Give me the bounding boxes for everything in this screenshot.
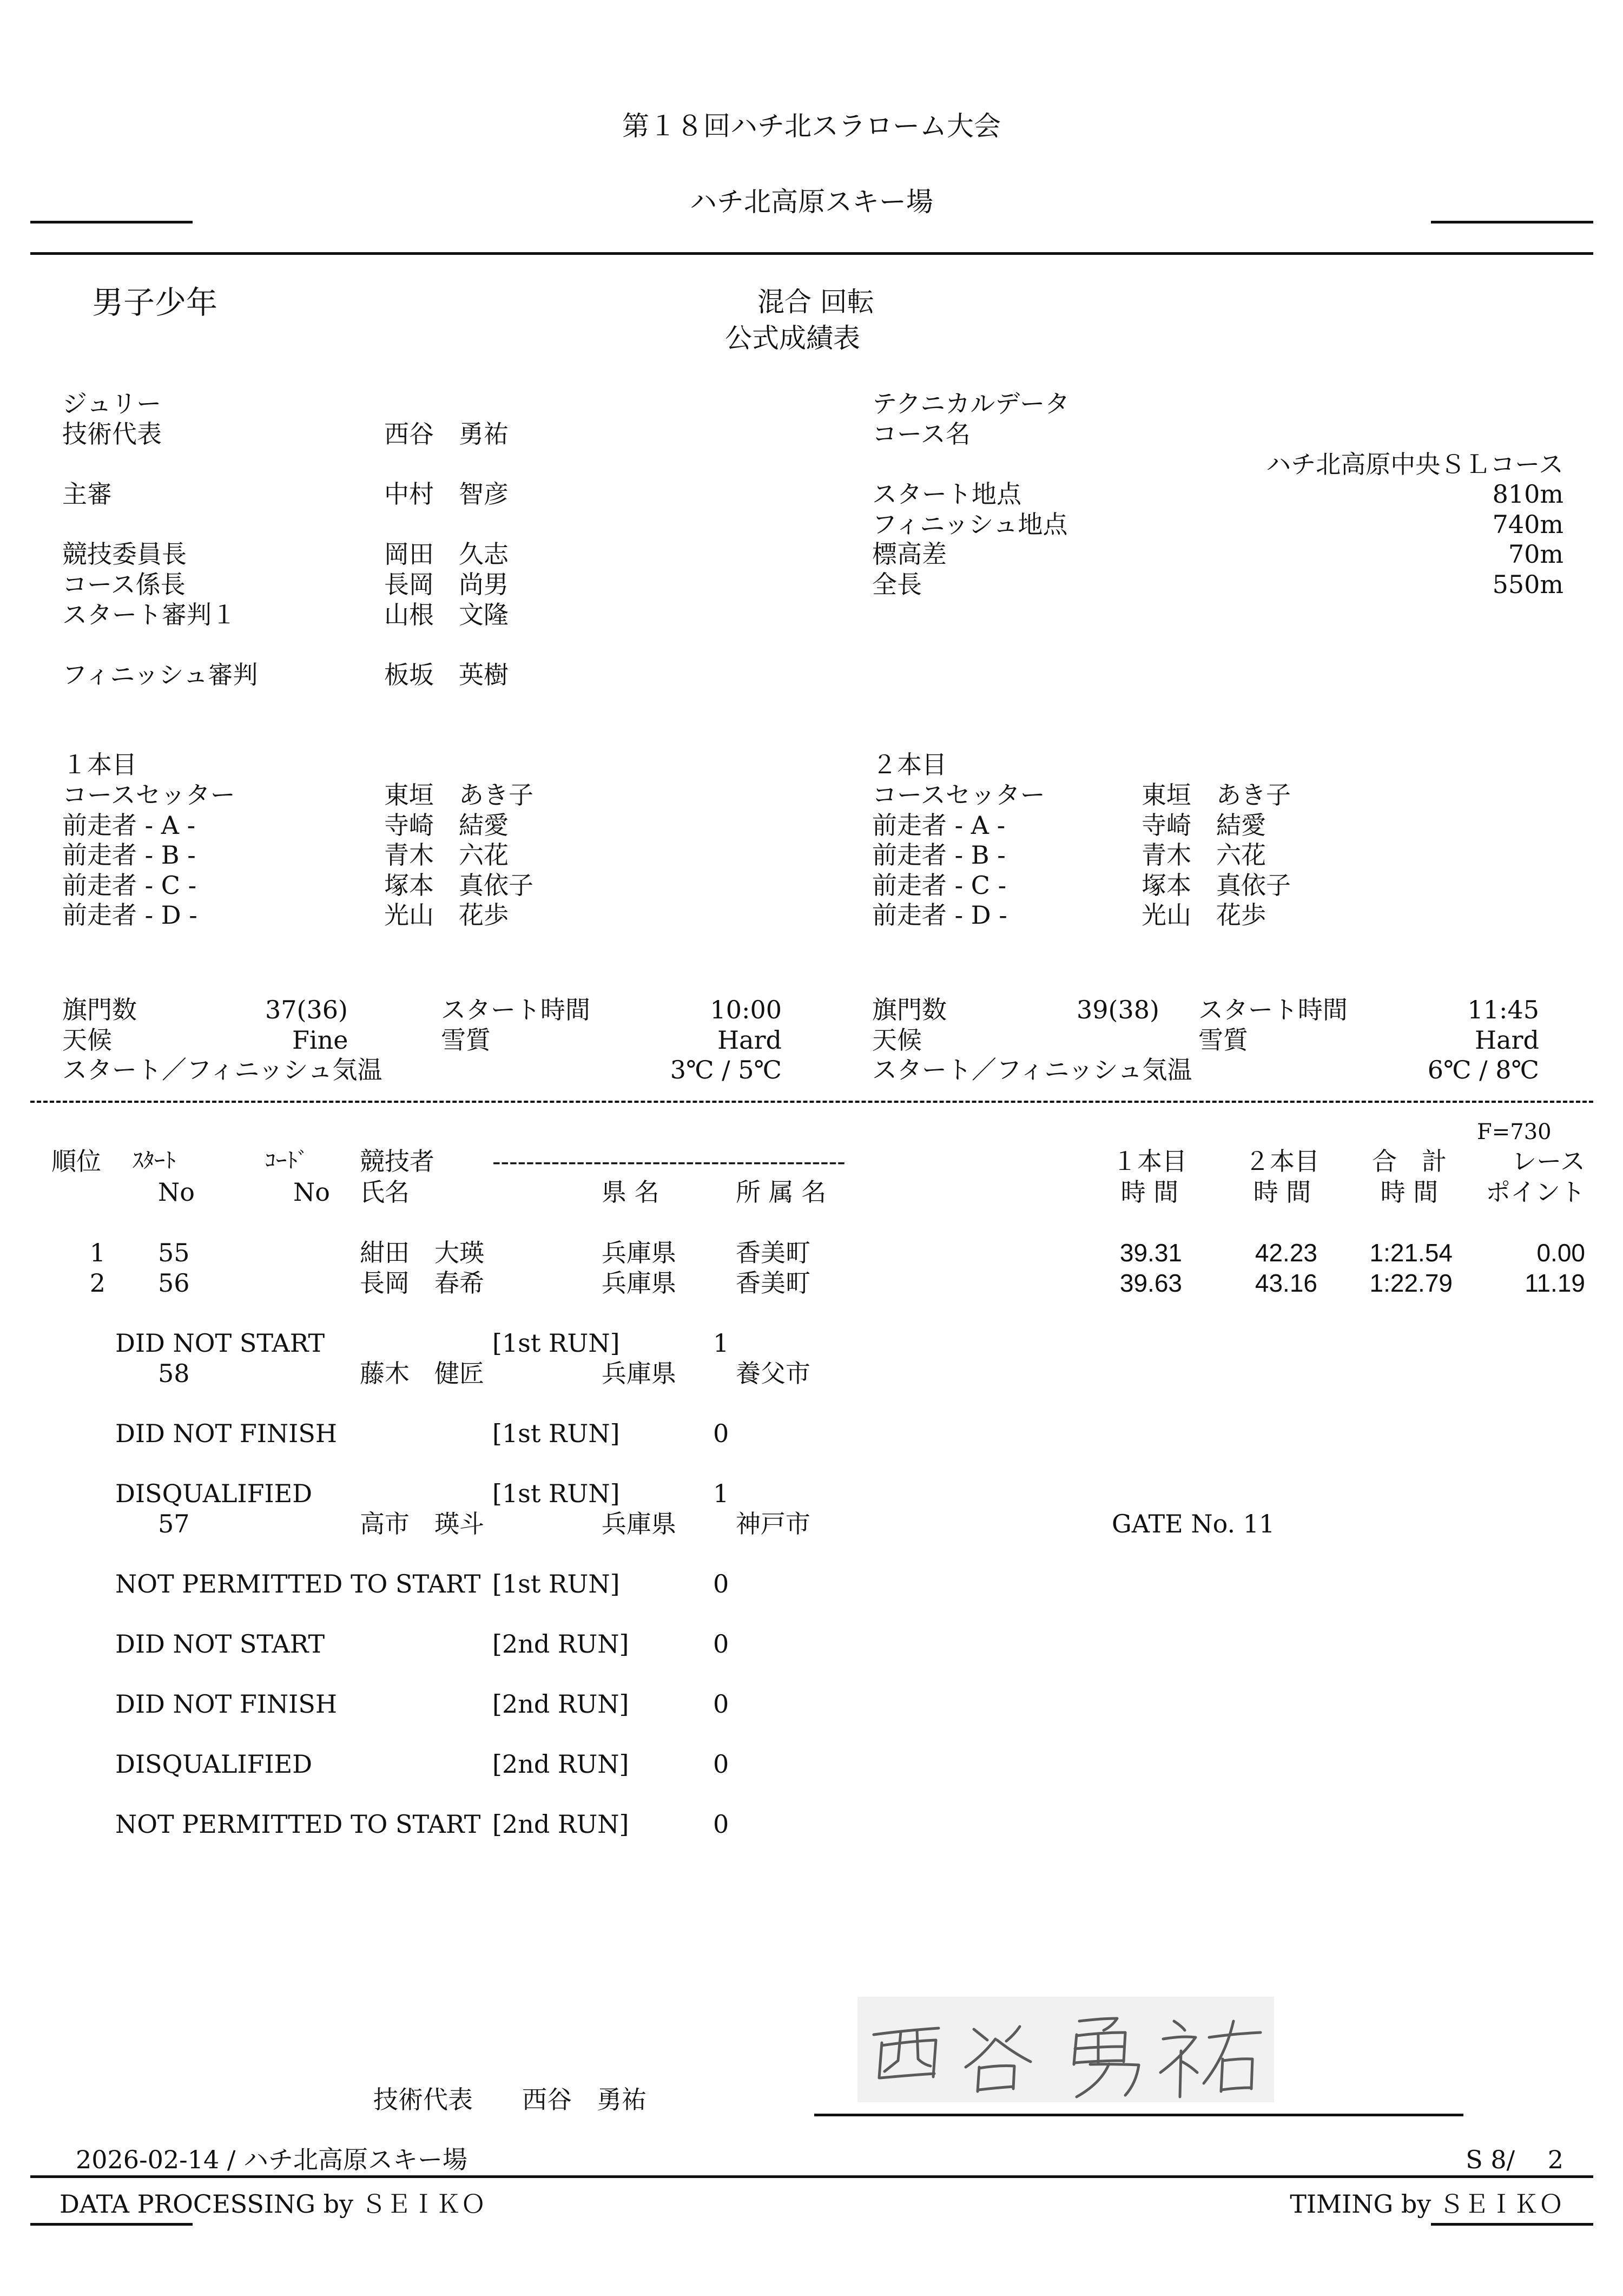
weather-label: 天候 <box>62 1025 112 1055</box>
run-role: 前走者 - D - <box>872 900 1007 930</box>
name-cell: 高市 瑛斗 <box>360 1509 484 1538</box>
data-processing-credit: DATA PROCESSING by ＳＥＩＫＯ <box>60 2189 486 2219</box>
signature-role: 技術代表 <box>373 2085 473 2114</box>
status-count: 0 <box>713 1749 729 1779</box>
points-header: ポイント <box>1486 1177 1585 1207</box>
run-name: 青木 六花 <box>1142 840 1266 870</box>
jury-role: 競技委員長 <box>62 540 187 569</box>
jury-role: フィニッシュ審判 <box>62 660 258 689</box>
run-name: 塚本 真依子 <box>1142 871 1291 900</box>
run2-time-cell: 42.23 <box>1255 1239 1317 1267</box>
gates-label: 旗門数 <box>62 995 137 1024</box>
status-run: [1st RUN] <box>492 1569 620 1598</box>
club-cell: 香美町 <box>736 1268 810 1298</box>
race-header: レース <box>1512 1147 1585 1176</box>
status-label: DISQUALIFIED <box>115 1749 313 1779</box>
jury-role: コース係長 <box>62 570 186 599</box>
run-role: 前走者 - A - <box>872 811 1006 840</box>
technical-heading: テクニカルデータ <box>872 389 1070 418</box>
name-cell: 紺田 大瑛 <box>360 1238 484 1267</box>
run2-header: ２本目 <box>1245 1147 1319 1176</box>
run-name: 青木 六花 <box>384 840 509 870</box>
run-name: 光山 花歩 <box>1142 900 1266 930</box>
total-time-cell: 1:21.54 <box>1369 1239 1453 1267</box>
run-heading: ２本目 <box>872 750 947 779</box>
status-count: 1 <box>713 1479 729 1508</box>
run-name: 塚本 真依子 <box>384 871 533 900</box>
status-run: [2nd RUN] <box>492 1629 629 1659</box>
run-heading: １本目 <box>62 750 137 779</box>
jury-role: スタート審判１ <box>62 600 236 629</box>
venue-title: ハチ北高原スキー場 <box>690 186 933 218</box>
bib-cell: 56 <box>158 1268 190 1298</box>
name-cell: 長岡 春希 <box>360 1268 484 1298</box>
total-header: 合 計 <box>1372 1147 1447 1176</box>
jury-heading: ジュリー <box>62 389 162 418</box>
rank-header: 順位 <box>51 1147 101 1176</box>
weather-label: 天候 <box>872 1025 922 1055</box>
run-role: コースセッター <box>62 780 235 810</box>
technical-label: 標高差 <box>872 540 947 569</box>
dsq-note: GATE No. 11 <box>1112 1509 1275 1538</box>
run-role: 前走者 - C - <box>62 871 197 900</box>
category-label: 男子少年 <box>92 284 218 321</box>
run-name: 寺崎 結愛 <box>1142 811 1266 840</box>
pref-cell: 兵庫県 <box>602 1359 676 1388</box>
jury-name: 中村 智彦 <box>384 479 509 509</box>
f-value: F=730 <box>1477 1120 1552 1144</box>
jury-name: 板坂 英樹 <box>384 660 509 689</box>
status-count: 0 <box>713 1810 729 1839</box>
temp-label: スタート／フィニッシュ気温 <box>62 1055 382 1084</box>
start-time-value: 10:00 <box>710 995 782 1024</box>
technical-label: フィニッシュ地点 <box>872 510 1068 539</box>
page-number: S 8/ 2 <box>1466 2145 1563 2174</box>
code-header: ｺｰﾄﾞ <box>265 1148 308 1173</box>
technical-value: 70m <box>1508 540 1563 569</box>
signature-name: 西谷 勇祐 <box>522 2085 646 2114</box>
run-role: 前走者 - B - <box>872 840 1006 870</box>
jury-name: 長岡 尚男 <box>384 570 509 599</box>
run-role: 前走者 - C - <box>872 871 1007 900</box>
technical-value: 740m <box>1492 510 1563 539</box>
event-title: 第１８回ハチ北スラローム大会 <box>622 110 1001 142</box>
status-run: [2nd RUN] <box>492 1689 629 1719</box>
club-cell: 香美町 <box>736 1238 810 1267</box>
status-count: 0 <box>713 1689 729 1719</box>
header-rule-full <box>30 252 1593 255</box>
points-cell: 11.19 <box>1525 1269 1585 1297</box>
gates-value: 39(38) <box>1077 995 1159 1024</box>
footer-rule-left <box>30 2223 193 2226</box>
pref-header: 県 名 <box>602 1177 659 1207</box>
temp-value: 6℃ / 8℃ <box>1427 1055 1539 1084</box>
status-label: DID NOT FINISH <box>115 1689 337 1719</box>
run-name: 寺崎 結愛 <box>384 811 509 840</box>
status-label: DID NOT START <box>115 1328 325 1358</box>
name-cell: 藤木 健匠 <box>360 1359 484 1388</box>
club-header: 所 属 名 <box>736 1177 827 1207</box>
handwritten-signature <box>857 1997 1274 2102</box>
status-count: 0 <box>713 1419 729 1448</box>
status-count: 1 <box>713 1328 729 1358</box>
status-run: [2nd RUN] <box>492 1749 629 1779</box>
status-label: NOT PERMITTED TO START <box>115 1569 481 1598</box>
run-name: 光山 花歩 <box>384 900 509 930</box>
snow-label: 雪質 <box>441 1025 491 1055</box>
status-label: DISQUALIFIED <box>115 1479 313 1508</box>
signature-line <box>814 2114 1463 2116</box>
jury-name: 西谷 勇祐 <box>384 419 509 449</box>
snow-value: Hard <box>717 1025 782 1055</box>
jury-name: 岡田 久志 <box>384 540 509 569</box>
pref-cell: 兵庫県 <box>602 1268 676 1298</box>
run-name: 東垣 あき子 <box>1142 780 1291 810</box>
footer-rule-full <box>30 2175 1593 2178</box>
course-name: ハチ北高原中央ＳＬコース <box>1266 450 1563 479</box>
gates-value: 37(36) <box>265 995 348 1024</box>
discipline-label: 混合 回転 <box>757 286 874 318</box>
rank-cell: 2 <box>89 1268 105 1298</box>
bib-cell: 55 <box>158 1238 190 1267</box>
status-run: [1st RUN] <box>492 1328 620 1358</box>
timing-credit: TIMING by ＳＥＩＫＯ <box>1290 2189 1563 2219</box>
snow-label: 雪質 <box>1198 1025 1248 1055</box>
rank-cell: 1 <box>89 1238 105 1267</box>
run2-time-cell: 43.16 <box>1255 1269 1317 1297</box>
run1-header: １本目 <box>1112 1147 1187 1176</box>
bib-cell: 58 <box>158 1359 190 1388</box>
points-cell: 0.00 <box>1536 1239 1585 1267</box>
status-run: [1st RUN] <box>492 1419 620 1448</box>
status-count: 0 <box>713 1629 729 1659</box>
run-role: 前走者 - D - <box>62 900 197 930</box>
name-header: 氏名 <box>360 1177 410 1207</box>
section-divider <box>30 1101 1593 1103</box>
run2-time-header: 時 間 <box>1253 1177 1311 1207</box>
gates-label: 旗門数 <box>872 995 947 1024</box>
course-label: コース名 <box>872 419 971 449</box>
run-role: コースセッター <box>872 780 1045 810</box>
run1-time-cell: 39.63 <box>1119 1269 1182 1297</box>
status-label: DID NOT FINISH <box>115 1419 337 1448</box>
status-label: DID NOT START <box>115 1629 325 1659</box>
bib-cell: 57 <box>158 1509 190 1538</box>
start-no-header: No <box>158 1177 195 1207</box>
code-no-header: No <box>293 1177 330 1207</box>
technical-label: 全長 <box>872 570 922 599</box>
header-dashes: ------------------------------------------ <box>492 1147 846 1176</box>
status-run: [1st RUN] <box>492 1479 620 1508</box>
start-time-label: スタート時間 <box>1198 995 1348 1024</box>
status-label: NOT PERMITTED TO START <box>115 1810 481 1839</box>
footer-rule-right <box>1431 2223 1593 2226</box>
temp-label: スタート／フィニッシュ気温 <box>872 1055 1192 1084</box>
sheet-title: 公式成績表 <box>725 323 860 354</box>
pref-cell: 兵庫県 <box>602 1509 676 1538</box>
status-count: 0 <box>713 1569 729 1598</box>
start-header: ｽﾀｰﾄ <box>133 1148 176 1173</box>
club-cell: 神戸市 <box>736 1509 810 1538</box>
status-run: [2nd RUN] <box>492 1810 629 1839</box>
start-time-value: 11:45 <box>1467 995 1539 1024</box>
jury-name: 山根 文隆 <box>384 600 509 629</box>
run1-time-cell: 39.31 <box>1119 1239 1182 1267</box>
start-time-label: スタート時間 <box>441 995 590 1024</box>
header-rule-right <box>1431 221 1593 223</box>
run-role: 前走者 - A - <box>62 811 196 840</box>
jury-role: 技術代表 <box>62 419 162 449</box>
competitor-header: 競技者 <box>360 1147 434 1176</box>
run-role: 前走者 - B - <box>62 840 196 870</box>
club-cell: 養父市 <box>736 1359 810 1388</box>
technical-value: 550m <box>1492 570 1563 599</box>
jury-role: 主審 <box>62 479 112 509</box>
total-time-cell: 1:22.79 <box>1369 1269 1453 1297</box>
run1-time-header: 時 間 <box>1120 1177 1179 1207</box>
snow-value: Hard <box>1475 1025 1539 1055</box>
temp-value: 3℃ / 5℃ <box>670 1055 782 1084</box>
technical-value: 810m <box>1492 479 1563 509</box>
footer-date-place: 2026-02-14 / ハチ北高原スキー場 <box>76 2145 467 2174</box>
run-name: 東垣 あき子 <box>384 780 533 810</box>
total-time-header: 時 間 <box>1380 1177 1439 1207</box>
pref-cell: 兵庫県 <box>602 1238 676 1267</box>
weather-value: Fine <box>292 1025 348 1055</box>
technical-label: スタート地点 <box>872 479 1021 509</box>
header-rule-left <box>30 221 193 223</box>
